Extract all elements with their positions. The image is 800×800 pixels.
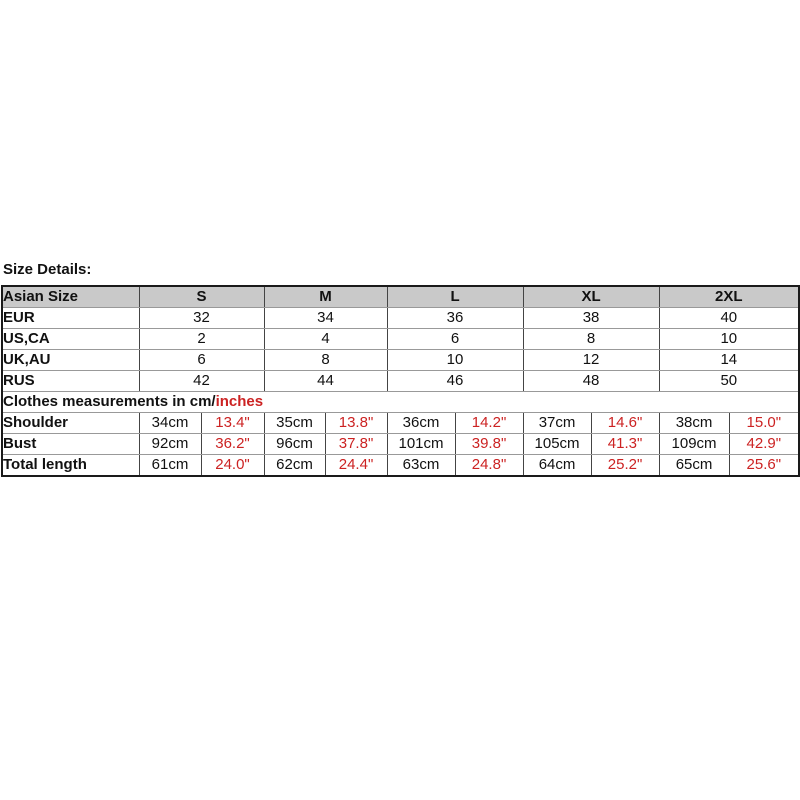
measure-in-cell: 14.2" — [455, 413, 523, 434]
measure-cm-cell: 101cm — [387, 434, 455, 455]
measure-in-cell: 25.2" — [591, 455, 659, 477]
size-cell: 12 — [523, 350, 659, 371]
row-label-eur: EUR — [2, 308, 139, 329]
header-cell-size-m: M — [264, 286, 387, 308]
measure-in-cell: 25.6" — [729, 455, 799, 477]
table-row-eur — [2, 308, 799, 329]
note-prefix: Clothes measurements in cm/ — [3, 393, 216, 410]
page-title: Size Details: — [3, 261, 92, 278]
measure-cm-cell: 109cm — [659, 434, 729, 455]
size-cell: 48 — [523, 371, 659, 392]
size-cell: 2 — [139, 329, 264, 350]
table-row-rus — [2, 371, 799, 392]
header-cell-size-s: S — [139, 286, 264, 308]
measure-cm-cell: 63cm — [387, 455, 455, 477]
row-label-shoulder: Shoulder — [2, 413, 139, 434]
measure-cm-cell: 36cm — [387, 413, 455, 434]
row-label-bust: Bust — [2, 434, 139, 455]
row-label-usca: US,CA — [2, 329, 139, 350]
measure-in-cell: 24.0" — [201, 455, 264, 477]
measure-cm-cell: 38cm — [659, 413, 729, 434]
measure-in-cell: 15.0" — [729, 413, 799, 434]
measure-cm-cell: 65cm — [659, 455, 729, 477]
measure-cm-cell: 34cm — [139, 413, 201, 434]
size-cell: 8 — [264, 350, 387, 371]
size-cell: 10 — [659, 329, 799, 350]
measure-cm-cell: 35cm — [264, 413, 325, 434]
size-cell: 38 — [523, 308, 659, 329]
size-cell: 8 — [523, 329, 659, 350]
note-highlight: inches — [215, 393, 264, 410]
size-cell: 10 — [387, 350, 523, 371]
size-cell: 40 — [659, 308, 799, 329]
size-cell: 32 — [139, 308, 264, 329]
row-label-rus: RUS — [2, 371, 139, 392]
size-chart-body — [2, 286, 799, 476]
row-label-total-length: Total length — [2, 455, 139, 477]
measure-cm-cell: 62cm — [264, 455, 325, 477]
size-chart-table — [1, 285, 800, 477]
measure-in-cell: 14.6" — [591, 413, 659, 434]
size-cell: 36 — [387, 308, 523, 329]
measure-in-cell: 13.4" — [201, 413, 264, 434]
measure-cm-cell: 61cm — [139, 455, 201, 477]
header-cell-size-2xl: 2XL — [659, 286, 799, 308]
size-cell: 34 — [264, 308, 387, 329]
header-cell-size-l: L — [387, 286, 523, 308]
size-cell: 14 — [659, 350, 799, 371]
measurements-note-cell — [2, 392, 799, 413]
table-row-shoulder — [2, 413, 799, 434]
measure-in-cell: 39.8" — [455, 434, 523, 455]
size-cell: 50 — [659, 371, 799, 392]
measure-in-cell: 41.3" — [591, 434, 659, 455]
header-cell-size-xl: XL — [523, 286, 659, 308]
table-row-total-length — [2, 455, 799, 477]
measure-in-cell: 36.2" — [201, 434, 264, 455]
size-cell: 44 — [264, 371, 387, 392]
row-label-ukau: UK,AU — [2, 350, 139, 371]
measure-cm-cell: 37cm — [523, 413, 591, 434]
measure-in-cell: 24.8" — [455, 455, 523, 477]
measure-in-cell: 42.9" — [729, 434, 799, 455]
table-row-ukau — [2, 350, 799, 371]
measure-cm-cell: 105cm — [523, 434, 591, 455]
size-cell: 42 — [139, 371, 264, 392]
header-cell-asian-size: Asian Size — [2, 286, 139, 308]
measure-cm-cell: 92cm — [139, 434, 201, 455]
size-cell: 4 — [264, 329, 387, 350]
size-cell: 46 — [387, 371, 523, 392]
measure-in-cell: 37.8" — [325, 434, 387, 455]
measure-in-cell: 24.4" — [325, 455, 387, 477]
size-cell: 6 — [387, 329, 523, 350]
table-row-usca — [2, 329, 799, 350]
measurements-note-row — [2, 392, 799, 413]
table-row-bust — [2, 434, 799, 455]
measure-cm-cell: 64cm — [523, 455, 591, 477]
size-cell: 6 — [139, 350, 264, 371]
measure-cm-cell: 96cm — [264, 434, 325, 455]
table-header-row — [2, 286, 799, 308]
measure-in-cell: 13.8" — [325, 413, 387, 434]
